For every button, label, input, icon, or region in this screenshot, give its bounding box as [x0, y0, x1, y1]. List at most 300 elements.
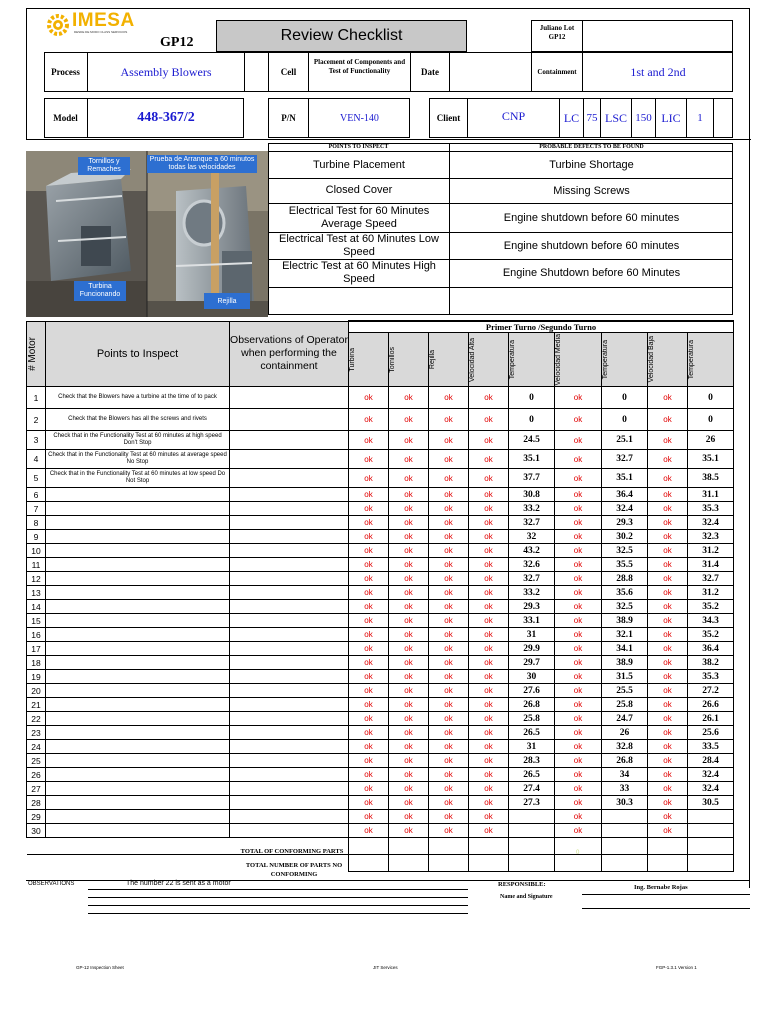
tornillos-check[interactable]: ok — [389, 450, 429, 469]
operator-observation[interactable] — [230, 726, 349, 740]
temperatura-baja[interactable]: 28.4 — [688, 754, 734, 768]
velocidad-baja-check[interactable]: ok — [648, 431, 688, 450]
tornillos-check[interactable]: ok — [389, 642, 429, 656]
tornillos-check[interactable]: ok — [389, 600, 429, 614]
operator-observation[interactable] — [230, 409, 349, 431]
turbina-check[interactable]: ok — [349, 796, 389, 810]
turbina-check[interactable]: ok — [349, 726, 389, 740]
temperatura-media[interactable]: 32.4 — [602, 502, 648, 516]
tornillos-check[interactable]: ok — [389, 754, 429, 768]
tornillos-check[interactable]: ok — [389, 572, 429, 586]
velocidad-baja-check[interactable]: ok — [648, 782, 688, 796]
velocidad-baja-check[interactable]: ok — [648, 469, 688, 488]
operator-observation[interactable] — [230, 586, 349, 600]
temperatura-media[interactable]: 30.3 — [602, 796, 648, 810]
velocidad-media-check[interactable]: ok — [555, 656, 602, 670]
temperatura-alta[interactable]: 32.6 — [509, 558, 555, 572]
temperatura-alta[interactable]: 28.3 — [509, 754, 555, 768]
rejilla-check[interactable]: ok — [429, 572, 469, 586]
velocidad-media-check[interactable]: ok — [555, 600, 602, 614]
velocidad-alta-check[interactable]: ok — [469, 684, 509, 698]
tornillos-check[interactable]: ok — [389, 614, 429, 628]
velocidad-alta-check[interactable]: ok — [469, 642, 509, 656]
temperatura-alta[interactable]: 26.5 — [509, 726, 555, 740]
temperatura-baja[interactable]: 30.5 — [688, 796, 734, 810]
velocidad-baja-check[interactable]: ok — [648, 670, 688, 684]
temperatura-media[interactable]: 26 — [602, 726, 648, 740]
temperatura-alta[interactable]: 27.4 — [509, 782, 555, 796]
temperatura-media[interactable] — [602, 824, 648, 838]
tornillos-check[interactable]: ok — [389, 796, 429, 810]
velocidad-baja-check[interactable]: ok — [648, 824, 688, 838]
temperatura-media[interactable]: 38.9 — [602, 656, 648, 670]
temperatura-media[interactable]: 35.6 — [602, 586, 648, 600]
velocidad-alta-check[interactable]: ok — [469, 656, 509, 670]
temperatura-media[interactable]: 24.7 — [602, 712, 648, 726]
rejilla-check[interactable]: ok — [429, 469, 469, 488]
temperatura-baja[interactable]: 0 — [688, 409, 734, 431]
velocidad-media-check[interactable]: ok — [555, 698, 602, 712]
tornillos-check[interactable]: ok — [389, 516, 429, 530]
temperatura-alta[interactable]: 27.6 — [509, 684, 555, 698]
velocidad-baja-check[interactable]: ok — [648, 488, 688, 502]
operator-observation[interactable] — [230, 469, 349, 488]
velocidad-media-check[interactable]: ok — [555, 502, 602, 516]
velocidad-media-check[interactable]: ok — [555, 796, 602, 810]
tornillos-check[interactable]: ok — [389, 502, 429, 516]
operator-observation[interactable] — [230, 754, 349, 768]
temperatura-baja[interactable]: 35.3 — [688, 670, 734, 684]
velocidad-baja-check[interactable]: ok — [648, 586, 688, 600]
velocidad-baja-check[interactable]: ok — [648, 656, 688, 670]
tornillos-check[interactable]: ok — [389, 544, 429, 558]
temperatura-baja[interactable]: 32.4 — [688, 516, 734, 530]
velocidad-alta-check[interactable]: ok — [469, 558, 509, 572]
operator-observation[interactable] — [230, 768, 349, 782]
temperatura-baja[interactable]: 33.5 — [688, 740, 734, 754]
tornillos-check[interactable]: ok — [389, 530, 429, 544]
temperatura-media[interactable]: 25.5 — [602, 684, 648, 698]
temperatura-media[interactable]: 28.8 — [602, 572, 648, 586]
turbina-check[interactable]: ok — [349, 558, 389, 572]
temperatura-media[interactable]: 32.8 — [602, 740, 648, 754]
temperatura-baja[interactable]: 35.1 — [688, 450, 734, 469]
velocidad-baja-check[interactable]: ok — [648, 628, 688, 642]
rejilla-check[interactable]: ok — [429, 387, 469, 409]
tornillos-check[interactable]: ok — [389, 586, 429, 600]
velocidad-baja-check[interactable]: ok — [648, 502, 688, 516]
tornillos-check[interactable]: ok — [389, 712, 429, 726]
velocidad-alta-check[interactable]: ok — [469, 824, 509, 838]
tornillos-check[interactable]: ok — [389, 488, 429, 502]
temperatura-baja[interactable]: 35.2 — [688, 600, 734, 614]
velocidad-media-check[interactable]: ok — [555, 558, 602, 572]
total-value-cell[interactable] — [389, 838, 429, 855]
total-value-cell[interactable] — [349, 838, 389, 855]
velocidad-baja-check[interactable]: ok — [648, 600, 688, 614]
rejilla-check[interactable]: ok — [429, 409, 469, 431]
tornillos-check[interactable]: ok — [389, 469, 429, 488]
velocidad-baja-check[interactable]: ok — [648, 614, 688, 628]
operator-observation[interactable] — [230, 614, 349, 628]
velocidad-baja-check[interactable]: ok — [648, 684, 688, 698]
tornillos-check[interactable]: ok — [389, 740, 429, 754]
velocidad-baja-check[interactable]: ok — [648, 726, 688, 740]
tornillos-check[interactable]: ok — [389, 768, 429, 782]
velocidad-baja-check[interactable]: ok — [648, 754, 688, 768]
operator-observation[interactable] — [230, 600, 349, 614]
turbina-check[interactable]: ok — [349, 824, 389, 838]
rejilla-check[interactable]: ok — [429, 712, 469, 726]
temperatura-baja[interactable]: 26 — [688, 431, 734, 450]
velocidad-alta-check[interactable]: ok — [469, 698, 509, 712]
velocidad-baja-check[interactable]: ok — [648, 642, 688, 656]
total-value-cell[interactable] — [602, 838, 648, 855]
rejilla-check[interactable]: ok — [429, 656, 469, 670]
tornillos-check[interactable]: ok — [389, 782, 429, 796]
temperatura-baja[interactable]: 32.4 — [688, 768, 734, 782]
rejilla-check[interactable]: ok — [429, 600, 469, 614]
turbina-check[interactable]: ok — [349, 754, 389, 768]
velocidad-media-check[interactable]: ok — [555, 614, 602, 628]
velocidad-media-check[interactable]: ok — [555, 740, 602, 754]
rejilla-check[interactable]: ok — [429, 450, 469, 469]
turbina-check[interactable]: ok — [349, 768, 389, 782]
temperatura-baja[interactable]: 32.4 — [688, 782, 734, 796]
turbina-check[interactable]: ok — [349, 684, 389, 698]
temperatura-baja[interactable]: 35.2 — [688, 628, 734, 642]
velocidad-alta-check[interactable]: ok — [469, 502, 509, 516]
temperatura-alta[interactable]: 37.7 — [509, 469, 555, 488]
temperatura-baja[interactable]: 31.4 — [688, 558, 734, 572]
temperatura-alta[interactable] — [509, 810, 555, 824]
velocidad-baja-check[interactable]: ok — [648, 544, 688, 558]
velocidad-media-check[interactable]: ok — [555, 572, 602, 586]
rejilla-check[interactable]: ok — [429, 824, 469, 838]
operator-observation[interactable] — [230, 712, 349, 726]
temperatura-media[interactable]: 32.5 — [602, 600, 648, 614]
temperatura-media[interactable]: 36.4 — [602, 488, 648, 502]
tornillos-check[interactable]: ok — [389, 431, 429, 450]
turbina-check[interactable]: ok — [349, 586, 389, 600]
operator-observation[interactable] — [230, 516, 349, 530]
rejilla-check[interactable]: ok — [429, 586, 469, 600]
operator-observation[interactable] — [230, 684, 349, 698]
total-value-cell[interactable] — [349, 855, 389, 872]
turbina-check[interactable]: ok — [349, 450, 389, 469]
operator-observation[interactable] — [230, 642, 349, 656]
operator-observation[interactable] — [230, 824, 349, 838]
turbina-check[interactable]: ok — [349, 469, 389, 488]
temperatura-alta[interactable]: 29.3 — [509, 600, 555, 614]
rejilla-check[interactable]: ok — [429, 670, 469, 684]
tornillos-check[interactable]: ok — [389, 558, 429, 572]
temperatura-media[interactable]: 0 — [602, 387, 648, 409]
temperatura-baja[interactable]: 32.3 — [688, 530, 734, 544]
temperatura-baja[interactable]: 34.3 — [688, 614, 734, 628]
velocidad-alta-check[interactable]: ok — [469, 754, 509, 768]
tornillos-check[interactable]: ok — [389, 656, 429, 670]
turbina-check[interactable]: ok — [349, 488, 389, 502]
velocidad-alta-check[interactable]: ok — [469, 544, 509, 558]
turbina-check[interactable]: ok — [349, 431, 389, 450]
velocidad-alta-check[interactable]: ok — [469, 572, 509, 586]
temperatura-alta[interactable] — [509, 824, 555, 838]
velocidad-baja-check[interactable]: ok — [648, 530, 688, 544]
operator-observation[interactable] — [230, 558, 349, 572]
temperatura-baja[interactable]: 27.2 — [688, 684, 734, 698]
operator-observation[interactable] — [230, 656, 349, 670]
temperatura-alta[interactable]: 0 — [509, 387, 555, 409]
temperatura-alta[interactable]: 30 — [509, 670, 555, 684]
velocidad-media-check[interactable]: ok — [555, 387, 602, 409]
operator-observation[interactable] — [230, 782, 349, 796]
velocidad-baja-check[interactable]: ok — [648, 810, 688, 824]
velocidad-media-check[interactable]: ok — [555, 544, 602, 558]
velocidad-alta-check[interactable]: ok — [469, 614, 509, 628]
velocidad-baja-check[interactable]: ok — [648, 409, 688, 431]
velocidad-alta-check[interactable]: ok — [469, 628, 509, 642]
velocidad-media-check[interactable]: ok — [555, 670, 602, 684]
velocidad-alta-check[interactable]: ok — [469, 431, 509, 450]
turbina-check[interactable]: ok — [349, 698, 389, 712]
rejilla-check[interactable]: ok — [429, 516, 469, 530]
total-value-cell[interactable] — [469, 838, 509, 855]
tornillos-check[interactable]: ok — [389, 698, 429, 712]
temperatura-media[interactable]: 34.1 — [602, 642, 648, 656]
temperatura-media[interactable]: 25.8 — [602, 698, 648, 712]
temperatura-media[interactable]: 35.1 — [602, 469, 648, 488]
rejilla-check[interactable]: ok — [429, 628, 469, 642]
operator-observation[interactable] — [230, 628, 349, 642]
total-value-cell[interactable] — [602, 855, 648, 872]
rejilla-check[interactable]: ok — [429, 642, 469, 656]
temperatura-alta[interactable]: 24.5 — [509, 431, 555, 450]
temperatura-baja[interactable]: 31.2 — [688, 544, 734, 558]
turbina-check[interactable]: ok — [349, 628, 389, 642]
rejilla-check[interactable]: ok — [429, 530, 469, 544]
turbina-check[interactable]: ok — [349, 712, 389, 726]
rejilla-check[interactable]: ok — [429, 544, 469, 558]
velocidad-alta-check[interactable]: ok — [469, 530, 509, 544]
tornillos-check[interactable]: ok — [389, 409, 429, 431]
total-value-cell[interactable] — [509, 855, 555, 872]
rejilla-check[interactable]: ok — [429, 768, 469, 782]
turbina-check[interactable]: ok — [349, 409, 389, 431]
velocidad-baja-check[interactable]: ok — [648, 796, 688, 810]
total-value-cell[interactable] — [688, 838, 734, 855]
temperatura-alta[interactable]: 29.7 — [509, 656, 555, 670]
total-value-cell[interactable] — [509, 838, 555, 855]
turbina-check[interactable]: ok — [349, 530, 389, 544]
velocidad-media-check[interactable]: ok — [555, 530, 602, 544]
velocidad-alta-check[interactable]: ok — [469, 387, 509, 409]
total-value-cell[interactable] — [429, 838, 469, 855]
velocidad-alta-check[interactable]: ok — [469, 768, 509, 782]
observations-text[interactable]: The number 22 is sent as a motor — [126, 880, 231, 887]
velocidad-media-check[interactable]: ok — [555, 409, 602, 431]
velocidad-alta-check[interactable]: ok — [469, 782, 509, 796]
temperatura-alta[interactable]: 33.2 — [509, 502, 555, 516]
operator-observation[interactable] — [230, 572, 349, 586]
velocidad-media-check[interactable]: ok — [555, 628, 602, 642]
temperatura-media[interactable]: 38.9 — [602, 614, 648, 628]
operator-observation[interactable] — [230, 544, 349, 558]
velocidad-baja-check[interactable]: ok — [648, 572, 688, 586]
velocidad-alta-check[interactable]: ok — [469, 450, 509, 469]
temperatura-media[interactable]: 33 — [602, 782, 648, 796]
temperatura-media[interactable]: 26.8 — [602, 754, 648, 768]
temperatura-media[interactable]: 30.2 — [602, 530, 648, 544]
temperatura-media[interactable] — [602, 810, 648, 824]
velocidad-media-check[interactable]: ok — [555, 431, 602, 450]
rejilla-check[interactable]: ok — [429, 431, 469, 450]
tornillos-check[interactable]: ok — [389, 810, 429, 824]
velocidad-media-check[interactable]: ok — [555, 768, 602, 782]
velocidad-alta-check[interactable]: ok — [469, 409, 509, 431]
temperatura-baja[interactable]: 38.2 — [688, 656, 734, 670]
tornillos-check[interactable]: ok — [389, 824, 429, 838]
temperatura-media[interactable]: 25.1 — [602, 431, 648, 450]
velocidad-media-check[interactable]: ok — [555, 450, 602, 469]
temperatura-media[interactable]: 32.1 — [602, 628, 648, 642]
operator-observation[interactable] — [230, 796, 349, 810]
turbina-check[interactable]: ok — [349, 670, 389, 684]
total-value-cell[interactable] — [429, 855, 469, 872]
velocidad-alta-check[interactable]: ok — [469, 670, 509, 684]
turbina-check[interactable]: ok — [349, 516, 389, 530]
velocidad-alta-check[interactable]: ok — [469, 796, 509, 810]
temperatura-alta[interactable]: 29.9 — [509, 642, 555, 656]
rejilla-check[interactable]: ok — [429, 810, 469, 824]
turbina-check[interactable]: ok — [349, 810, 389, 824]
velocidad-alta-check[interactable]: ok — [469, 516, 509, 530]
temperatura-alta[interactable]: 35.1 — [509, 450, 555, 469]
operator-observation[interactable] — [230, 670, 349, 684]
temperatura-alta[interactable]: 31 — [509, 740, 555, 754]
temperatura-media[interactable]: 34 — [602, 768, 648, 782]
temperatura-alta[interactable]: 26.8 — [509, 698, 555, 712]
tornillos-check[interactable]: ok — [389, 628, 429, 642]
operator-observation[interactable] — [230, 387, 349, 409]
velocidad-baja-check[interactable]: ok — [648, 516, 688, 530]
velocidad-alta-check[interactable]: ok — [469, 810, 509, 824]
velocidad-media-check[interactable]: ok — [555, 516, 602, 530]
velocidad-baja-check[interactable]: ok — [648, 450, 688, 469]
rejilla-check[interactable]: ok — [429, 684, 469, 698]
rejilla-check[interactable]: ok — [429, 782, 469, 796]
temperatura-baja[interactable]: 0 — [688, 387, 734, 409]
rejilla-check[interactable]: ok — [429, 488, 469, 502]
operator-observation[interactable] — [230, 431, 349, 450]
operator-observation[interactable] — [230, 810, 349, 824]
turbina-check[interactable]: ok — [349, 656, 389, 670]
operator-observation[interactable] — [230, 502, 349, 516]
temperatura-alta[interactable]: 33.1 — [509, 614, 555, 628]
velocidad-media-check[interactable]: ok — [555, 642, 602, 656]
temperatura-media[interactable]: 35.5 — [602, 558, 648, 572]
rejilla-check[interactable]: ok — [429, 698, 469, 712]
velocidad-baja-check[interactable]: ok — [648, 740, 688, 754]
temperatura-alta[interactable]: 32.7 — [509, 572, 555, 586]
velocidad-media-check[interactable]: ok — [555, 754, 602, 768]
operator-observation[interactable] — [230, 488, 349, 502]
rejilla-check[interactable]: ok — [429, 502, 469, 516]
temperatura-baja[interactable]: 35.3 — [688, 502, 734, 516]
velocidad-media-check[interactable]: ok — [555, 726, 602, 740]
temperatura-alta[interactable]: 31 — [509, 628, 555, 642]
temperatura-alta[interactable]: 32 — [509, 530, 555, 544]
temperatura-media[interactable]: 31.5 — [602, 670, 648, 684]
tornillos-check[interactable]: ok — [389, 670, 429, 684]
temperatura-alta[interactable]: 43.2 — [509, 544, 555, 558]
rejilla-check[interactable]: ok — [429, 754, 469, 768]
temperatura-baja[interactable] — [688, 824, 734, 838]
total-value-cell[interactable] — [648, 855, 688, 872]
velocidad-alta-check[interactable]: ok — [469, 712, 509, 726]
temperatura-alta[interactable]: 30.8 — [509, 488, 555, 502]
velocidad-media-check[interactable]: ok — [555, 824, 602, 838]
velocidad-media-check[interactable]: ok — [555, 488, 602, 502]
velocidad-baja-check[interactable]: ok — [648, 558, 688, 572]
temperatura-baja[interactable] — [688, 810, 734, 824]
velocidad-alta-check[interactable]: ok — [469, 726, 509, 740]
tornillos-check[interactable]: ok — [389, 684, 429, 698]
velocidad-baja-check[interactable]: ok — [648, 768, 688, 782]
rejilla-check[interactable]: ok — [429, 726, 469, 740]
turbina-check[interactable]: ok — [349, 387, 389, 409]
temperatura-alta[interactable]: 26.5 — [509, 768, 555, 782]
total-value-cell[interactable] — [469, 855, 509, 872]
velocidad-baja-check[interactable]: ok — [648, 712, 688, 726]
operator-observation[interactable] — [230, 450, 349, 469]
velocidad-baja-check[interactable]: ok — [648, 387, 688, 409]
total-value-cell[interactable] — [389, 855, 429, 872]
total-value-cell[interactable] — [648, 838, 688, 855]
operator-observation[interactable] — [230, 698, 349, 712]
tornillos-check[interactable]: ok — [389, 726, 429, 740]
temperatura-alta[interactable]: 32.7 — [509, 516, 555, 530]
velocidad-media-check[interactable]: ok — [555, 782, 602, 796]
temperatura-media[interactable]: 29.3 — [602, 516, 648, 530]
turbina-check[interactable]: ok — [349, 614, 389, 628]
velocidad-media-check[interactable]: ok — [555, 712, 602, 726]
velocidad-alta-check[interactable]: ok — [469, 740, 509, 754]
rejilla-check[interactable]: ok — [429, 558, 469, 572]
operator-observation[interactable] — [230, 530, 349, 544]
temperatura-baja[interactable]: 32.7 — [688, 572, 734, 586]
temperatura-baja[interactable]: 26.6 — [688, 698, 734, 712]
total-value-cell[interactable] — [688, 855, 734, 872]
temperatura-baja[interactable]: 36.4 — [688, 642, 734, 656]
rejilla-check[interactable]: ok — [429, 614, 469, 628]
velocidad-media-check[interactable]: ok — [555, 469, 602, 488]
velocidad-alta-check[interactable]: ok — [469, 469, 509, 488]
turbina-check[interactable]: ok — [349, 600, 389, 614]
velocidad-baja-check[interactable]: ok — [648, 698, 688, 712]
velocidad-media-check[interactable]: ok — [555, 586, 602, 600]
temperatura-baja[interactable]: 31.2 — [688, 586, 734, 600]
rejilla-check[interactable]: ok — [429, 740, 469, 754]
turbina-check[interactable]: ok — [349, 572, 389, 586]
temperatura-alta[interactable]: 27.3 — [509, 796, 555, 810]
turbina-check[interactable]: ok — [349, 502, 389, 516]
temperatura-baja[interactable]: 25.6 — [688, 726, 734, 740]
temperatura-alta[interactable]: 25.8 — [509, 712, 555, 726]
turbina-check[interactable]: ok — [349, 782, 389, 796]
temperatura-baja[interactable]: 38.5 — [688, 469, 734, 488]
temperatura-media[interactable]: 32.5 — [602, 544, 648, 558]
